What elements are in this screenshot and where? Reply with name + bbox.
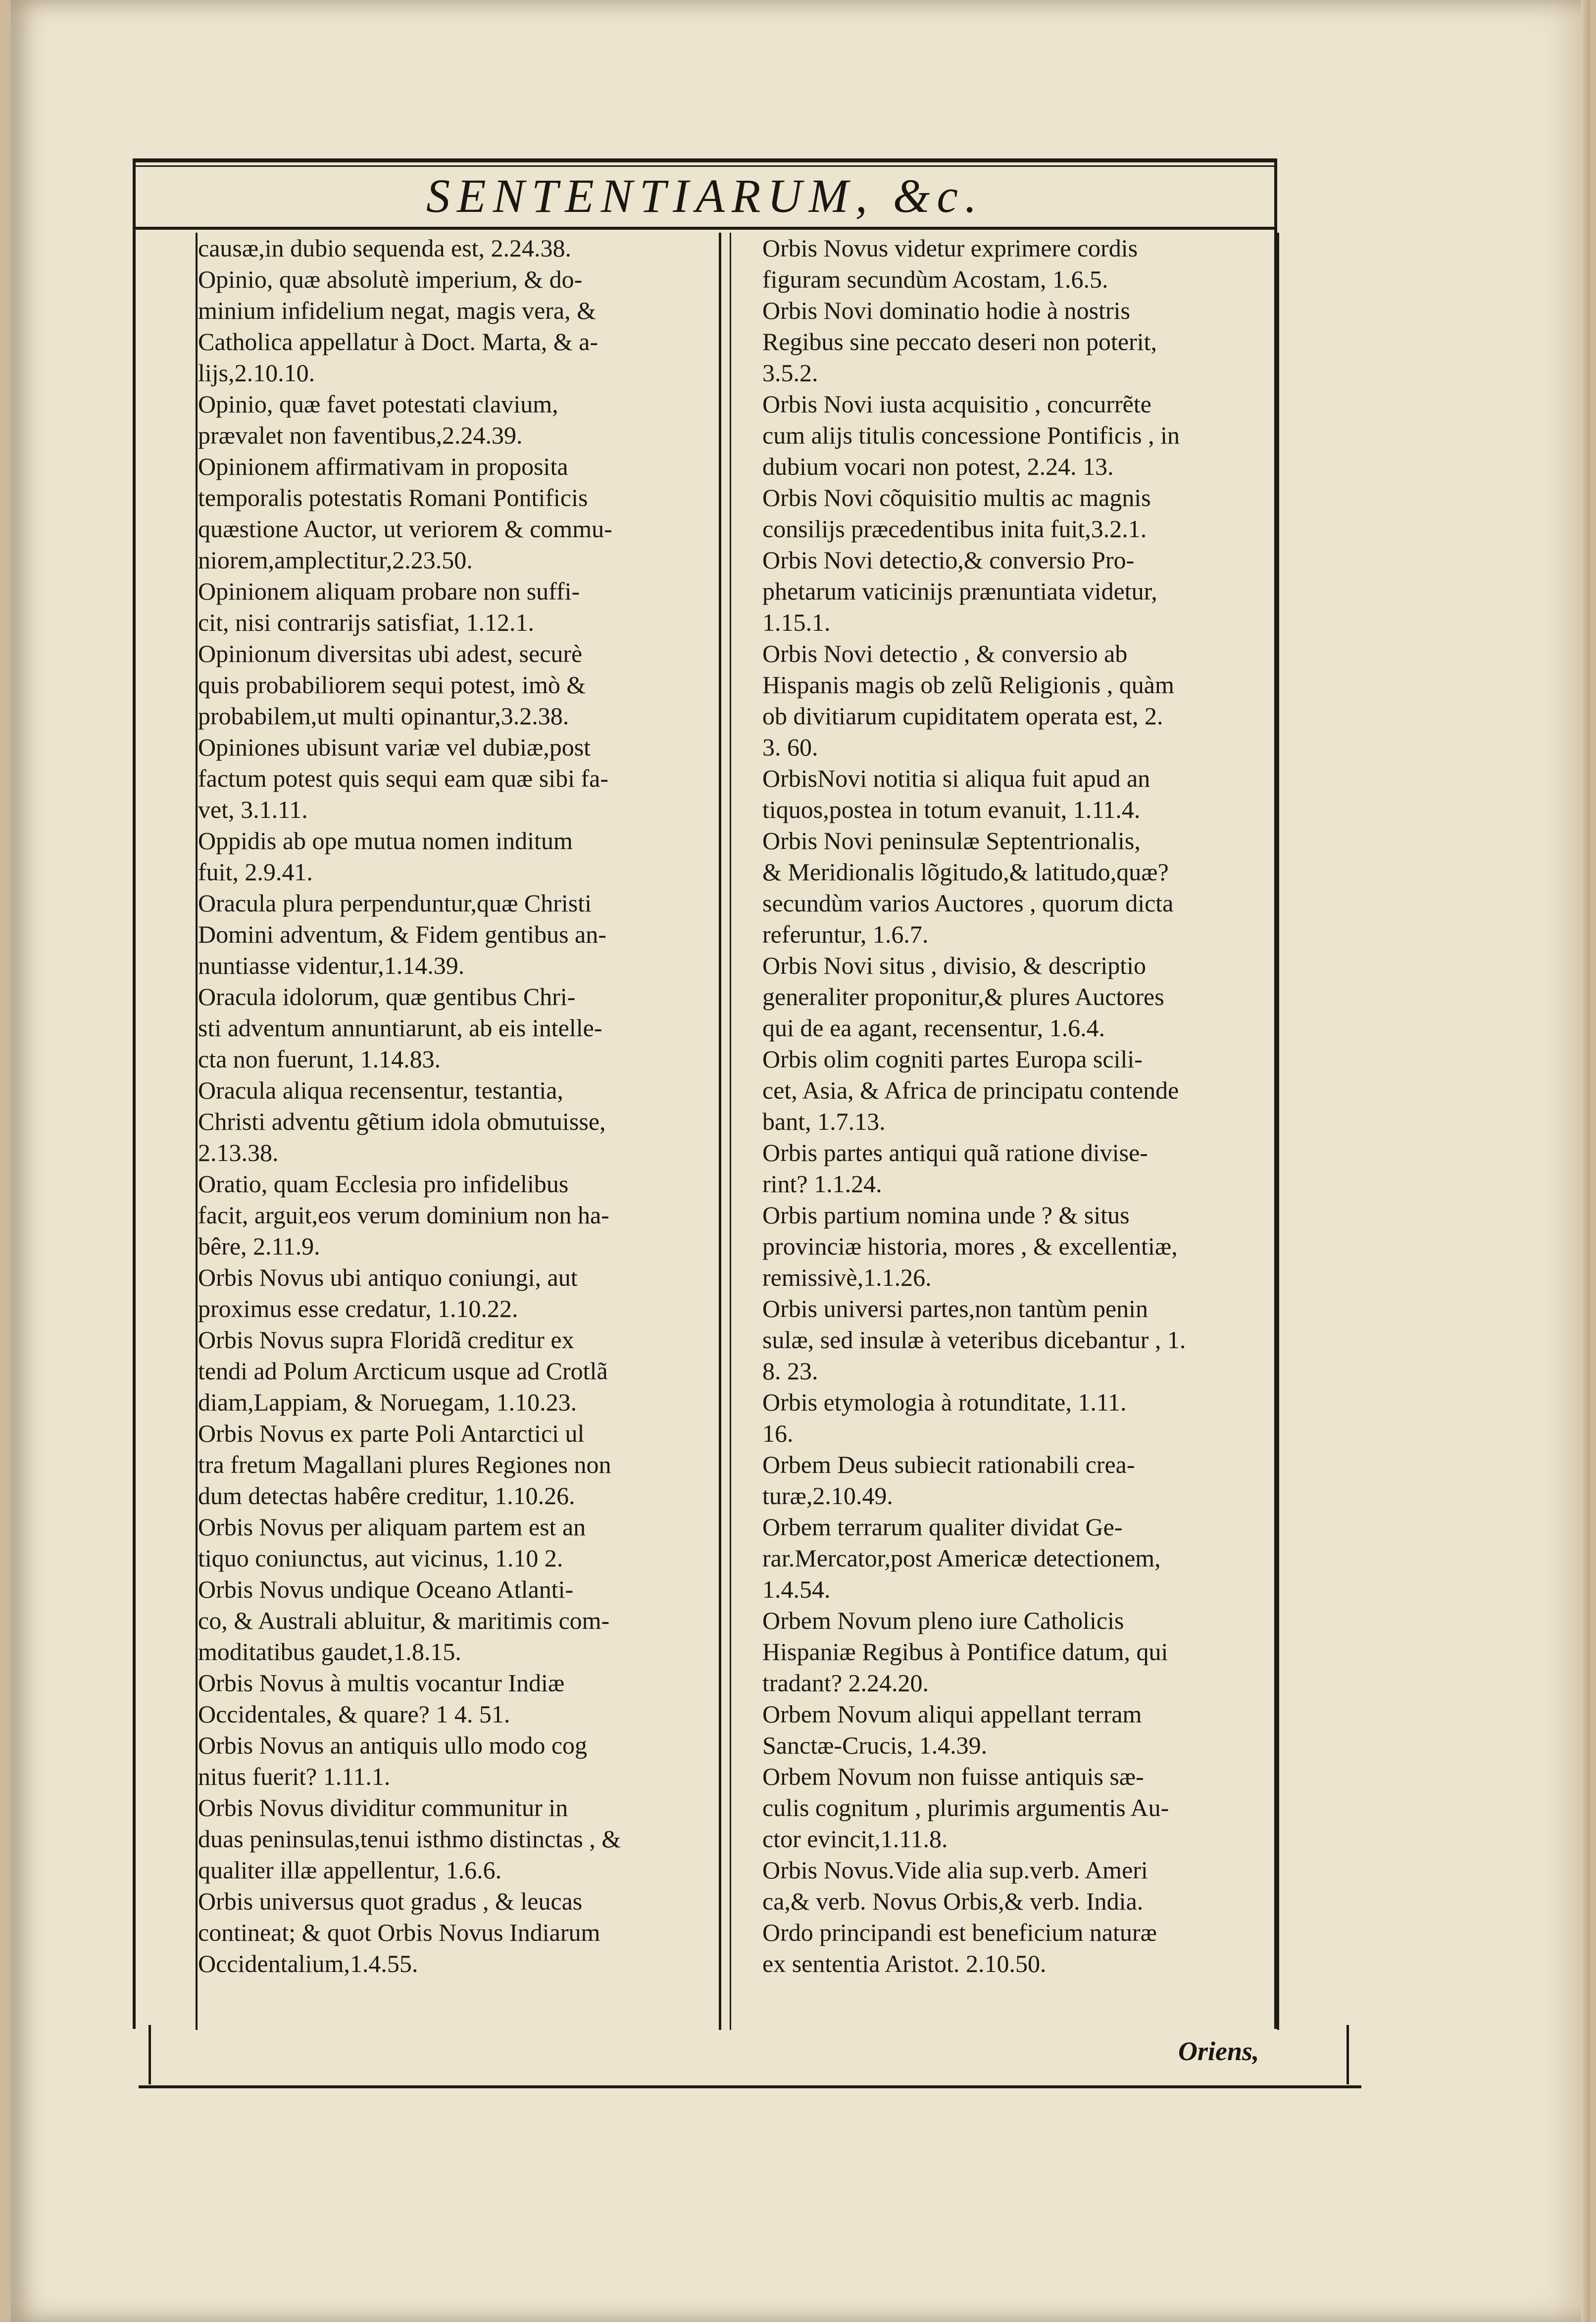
index-line: 1.15.1.: [762, 608, 831, 636]
index-line: rar.Mercator,post Americæ detectionem,: [762, 1544, 1161, 1572]
index-line: cum alijs titulis concessione Pontificis , in: [762, 421, 1180, 449]
index-line: moditatibus gaudet,1.8.15.: [198, 1638, 461, 1666]
index-line: nuntiasse videntur,1.14.39.: [198, 952, 465, 979]
index-line: tiquos,postea in totum evanuit, 1.11.4.: [762, 796, 1141, 823]
index-line: Opiniones ubisunt variæ vel dubiæ,post: [198, 733, 591, 761]
index-line: qualiter illæ appellentur, 1.6.6.: [198, 1856, 502, 1884]
index-line: Orbis Novus.Vide alia sup.verb. Ameri: [762, 1856, 1148, 1884]
index-line: Orbem Deus subiecit rationabili crea-: [762, 1451, 1135, 1478]
index-line: Orbis partes antiqui quã ratione divise-: [762, 1139, 1148, 1166]
index-line: Opinio, quæ absolutè imperium, & do-: [198, 265, 583, 293]
index-line: probabilem,ut multi opinantur,3.2.38.: [198, 702, 569, 730]
index-line: Oracula idolorum, quæ gentibus Chri-: [198, 983, 576, 1010]
bottom-rule: [139, 2085, 1361, 2088]
frame-bottom-left: [149, 2025, 151, 2084]
index-line: Sanctæ-Crucis, 1.4.39.: [762, 1731, 988, 1759]
right-column-rule: [1277, 233, 1279, 2030]
index-line: ex sententia Aristot. 2.10.50.: [762, 1950, 1047, 1977]
index-line: dum detectas habêre creditur, 1.10.26.: [198, 1482, 575, 1510]
index-line: Hispaniæ Regibus à Pontifice datum, qui: [762, 1638, 1168, 1666]
index-line: Orbis Novus videtur exprimere cordis: [762, 234, 1138, 262]
catchword: Oriens,: [1178, 2036, 1259, 2066]
index-line: Orbem Novum aliqui appellant terram: [762, 1700, 1142, 1728]
index-line: 8. 23.: [762, 1357, 818, 1385]
index-line: figuram secundùm Acostam, 1.6.5.: [762, 265, 1108, 293]
left-column-rule: [196, 233, 198, 2030]
index-line: prævalet non faventibus,2.24.39.: [198, 421, 523, 449]
index-line: turæ,2.10.49.: [762, 1482, 893, 1510]
index-line: Oracula aliqua recensentur, testantia,: [198, 1076, 563, 1104]
index-line: minium infidelium negat, magis vera, &: [198, 297, 597, 324]
index-line: Orbis Novus per aliquam partem est an: [198, 1513, 586, 1541]
index-line: Occidentalium,1.4.55.: [198, 1950, 418, 1977]
index-line: phetarum vaticinijs prænuntiata videtur,: [762, 577, 1157, 605]
index-line: Orbis Novus an antiquis ullo modo cog: [198, 1731, 588, 1759]
index-line: 3.5.2.: [762, 359, 818, 387]
index-line: Oppidis ab ope mutua nomen inditum: [198, 827, 573, 855]
index-line: Catholica appellatur à Doct. Marta, & a-: [198, 328, 598, 355]
middle-column-rule: [719, 233, 721, 2030]
index-line: qui de ea agant, recensentur, 1.6.4.: [762, 1014, 1105, 1042]
index-line: Orbis Novus undique Oceano Atlanti-: [198, 1575, 574, 1603]
index-line: lijs,2.10.10.: [198, 359, 315, 387]
index-line: Domini adventum, & Fidem gentibus an-: [198, 920, 606, 948]
index-line: Orbis Novi cõquisitio multis ac magnis: [762, 484, 1151, 511]
middle-column-rule-inner: [730, 233, 731, 2030]
index-line: co, & Australi abluitur, & maritimis com-: [198, 1607, 610, 1634]
index-line: Orbis Novus à multis vocantur Indiæ: [198, 1669, 565, 1697]
index-line: Orbis Novi dominatio hodie à nostris: [762, 297, 1130, 324]
index-line: proximus esse credatur, 1.10.22.: [198, 1295, 518, 1322]
index-line: Orbem Novum non fuisse antiquis sæ-: [762, 1763, 1144, 1790]
index-line: Oratio, quam Ecclesia pro infidelibus: [198, 1170, 569, 1198]
index-line: sti adventum annuntiarunt, ab eis intelle-: [198, 1014, 602, 1042]
index-line: nitus fuerit? 1.11.1.: [198, 1763, 391, 1790]
index-line: Orbem terrarum qualiter dividat Ge-: [762, 1513, 1123, 1541]
index-line: Hispanis magis ob zelũ Religionis , quàm: [762, 671, 1174, 699]
title-rule: [133, 227, 1277, 230]
index-line: Orbis universi partes,non tantùm penin: [762, 1295, 1148, 1322]
index-line: Opinionem affirmativam in proposita: [198, 453, 568, 480]
index-line: Orbis partium nomina unde ? & situs: [762, 1201, 1130, 1229]
index-line: 1.4.54.: [762, 1575, 831, 1603]
index-line: contineat; & quot Orbis Novus Indiarum: [198, 1918, 600, 1946]
index-line: tiquo coniunctus, aut vicinus, 1.10 2.: [198, 1544, 563, 1572]
index-line: diam,Lappiam, & Noruegam, 1.10.23.: [198, 1388, 577, 1416]
index-line: ctor evincit,1.11.8.: [762, 1825, 948, 1853]
frame-bottom-right: [1347, 2025, 1349, 2084]
index-line: tendi ad Polum Arcticum usque ad Crotlã: [198, 1357, 608, 1385]
index-line: Orbis universus quot gradus , & leucas: [198, 1887, 583, 1915]
index-line: Orbis Novi situs , divisio, & descriptio: [762, 952, 1146, 979]
index-line: provinciæ historia, mores , & excellentiæ,: [762, 1232, 1178, 1260]
index-line: & Meridionalis lõgitudo,& latitudo,quæ?: [762, 858, 1169, 886]
index-line: Orbis Novus supra Floridã creditur ex: [198, 1326, 574, 1354]
index-line: culis cognitum , plurimis argumentis Au-: [762, 1794, 1169, 1821]
index-line: tra fretum Magallani plures Regiones non: [198, 1451, 611, 1478]
index-line: cta non fuerunt, 1.14.83.: [198, 1045, 441, 1073]
index-line: Oracula plura perpenduntur,quæ Christi: [198, 889, 592, 917]
index-line: Christi adventu gẽtium idola obmutuisse,: [198, 1108, 606, 1135]
running-title: SENTENTIARUM, &c.: [426, 169, 984, 222]
index-line: tradant? 2.24.20.: [762, 1669, 929, 1697]
index-line: cet, Asia, & Africa de principatu contende: [762, 1076, 1179, 1104]
index-line: Occidentales, & quare? 1 4. 51.: [198, 1700, 510, 1728]
index-line: Orbis Novus dividitur communitur in: [198, 1794, 568, 1821]
index-line: Opinionum diversitas ubi adest, securè: [198, 640, 583, 667]
index-line: ob divitiarum cupiditatem operata est, 2.: [762, 702, 1163, 730]
index-line: 16.: [762, 1419, 794, 1447]
page-edge: [1581, 0, 1590, 2322]
index-line: cit, nisi contrarijs satisfiat, 1.12.1.: [198, 608, 535, 636]
index-line: Orbis Novi iusta acquisitio , concurrẽte: [762, 390, 1151, 418]
right-column: [762, 233, 1277, 2030]
index-line: Orbis etymologia à rotunditate, 1.11.: [762, 1388, 1127, 1416]
index-line: generaliter proponitur,& plures Auctores: [762, 983, 1164, 1010]
index-line: Regibus sine peccato deseri non poterit,: [762, 328, 1157, 355]
index-line: causæ,in dubio sequenda est, 2.24.38.: [198, 234, 572, 262]
index-line: OrbisNovi notitia si aliqua fuit apud an: [762, 764, 1150, 792]
index-line: dubium vocari non potest, 2.24. 13.: [762, 453, 1114, 480]
index-line: Ordo principandi est beneficium naturæ: [762, 1918, 1157, 1946]
index-line: duas peninsulas,tenui isthmo distinctas , &: [198, 1825, 621, 1853]
index-line: Orbis Novi detectio,& conversio Pro-: [762, 546, 1135, 574]
index-line: Orbem Novum pleno iure Catholicis: [762, 1607, 1124, 1634]
index-line: fuit, 2.9.41.: [198, 858, 313, 886]
index-line: Opinionem aliquam probare non suffi-: [198, 577, 580, 605]
index-line: Orbis olim cogniti partes Europa scili-: [762, 1045, 1143, 1073]
index-line: secundùm varios Auctores , quorum dicta: [762, 889, 1174, 917]
index-line: consilijs præcedentibus inita fuit,3.2.1.: [762, 515, 1147, 543]
index-line: quis probabiliorem sequi potest, imò &: [198, 671, 586, 699]
index-line: 2.13.38.: [198, 1139, 279, 1166]
index-line: quæstione Auctor, ut veriorem & commu-: [198, 515, 612, 543]
index-line: Opinio, quæ favet potestati clavium,: [198, 390, 558, 418]
index-line: Orbis Novi detectio , & conversio ab: [762, 640, 1128, 667]
index-line: rint? 1.1.24.: [762, 1170, 882, 1198]
index-line: vet, 3.1.11.: [198, 796, 308, 823]
index-line: bêre, 2.11.9.: [198, 1232, 320, 1260]
left-column: [198, 233, 708, 2030]
index-line: Orbis Novus ex parte Poli Antarctici ul: [198, 1419, 585, 1447]
index-line: referuntur, 1.6.7.: [762, 920, 929, 948]
index-line: temporalis potestatis Romani Pontificis: [198, 484, 588, 511]
index-line: 3. 60.: [762, 733, 818, 761]
index-line: factum potest quis sequi eam quæ sibi fa-: [198, 764, 609, 792]
index-line: Orbis Novus ubi antiquo coniungi, aut: [198, 1263, 578, 1291]
index-line: bant, 1.7.13.: [762, 1108, 886, 1135]
index-line: remissivè,1.1.26.: [762, 1263, 932, 1291]
index-line: ca,& verb. Novus Orbis,& verb. India.: [762, 1887, 1144, 1915]
index-line: facit, arguit,eos verum dominium non ha-: [198, 1201, 609, 1229]
index-line: niorem,amplectitur,2.23.50.: [198, 546, 473, 574]
index-line: Orbis Novi peninsulæ Septentrionalis,: [762, 827, 1141, 855]
index-line: sulæ, sed insulæ à veteribus dicebantur , 1.: [762, 1326, 1186, 1354]
